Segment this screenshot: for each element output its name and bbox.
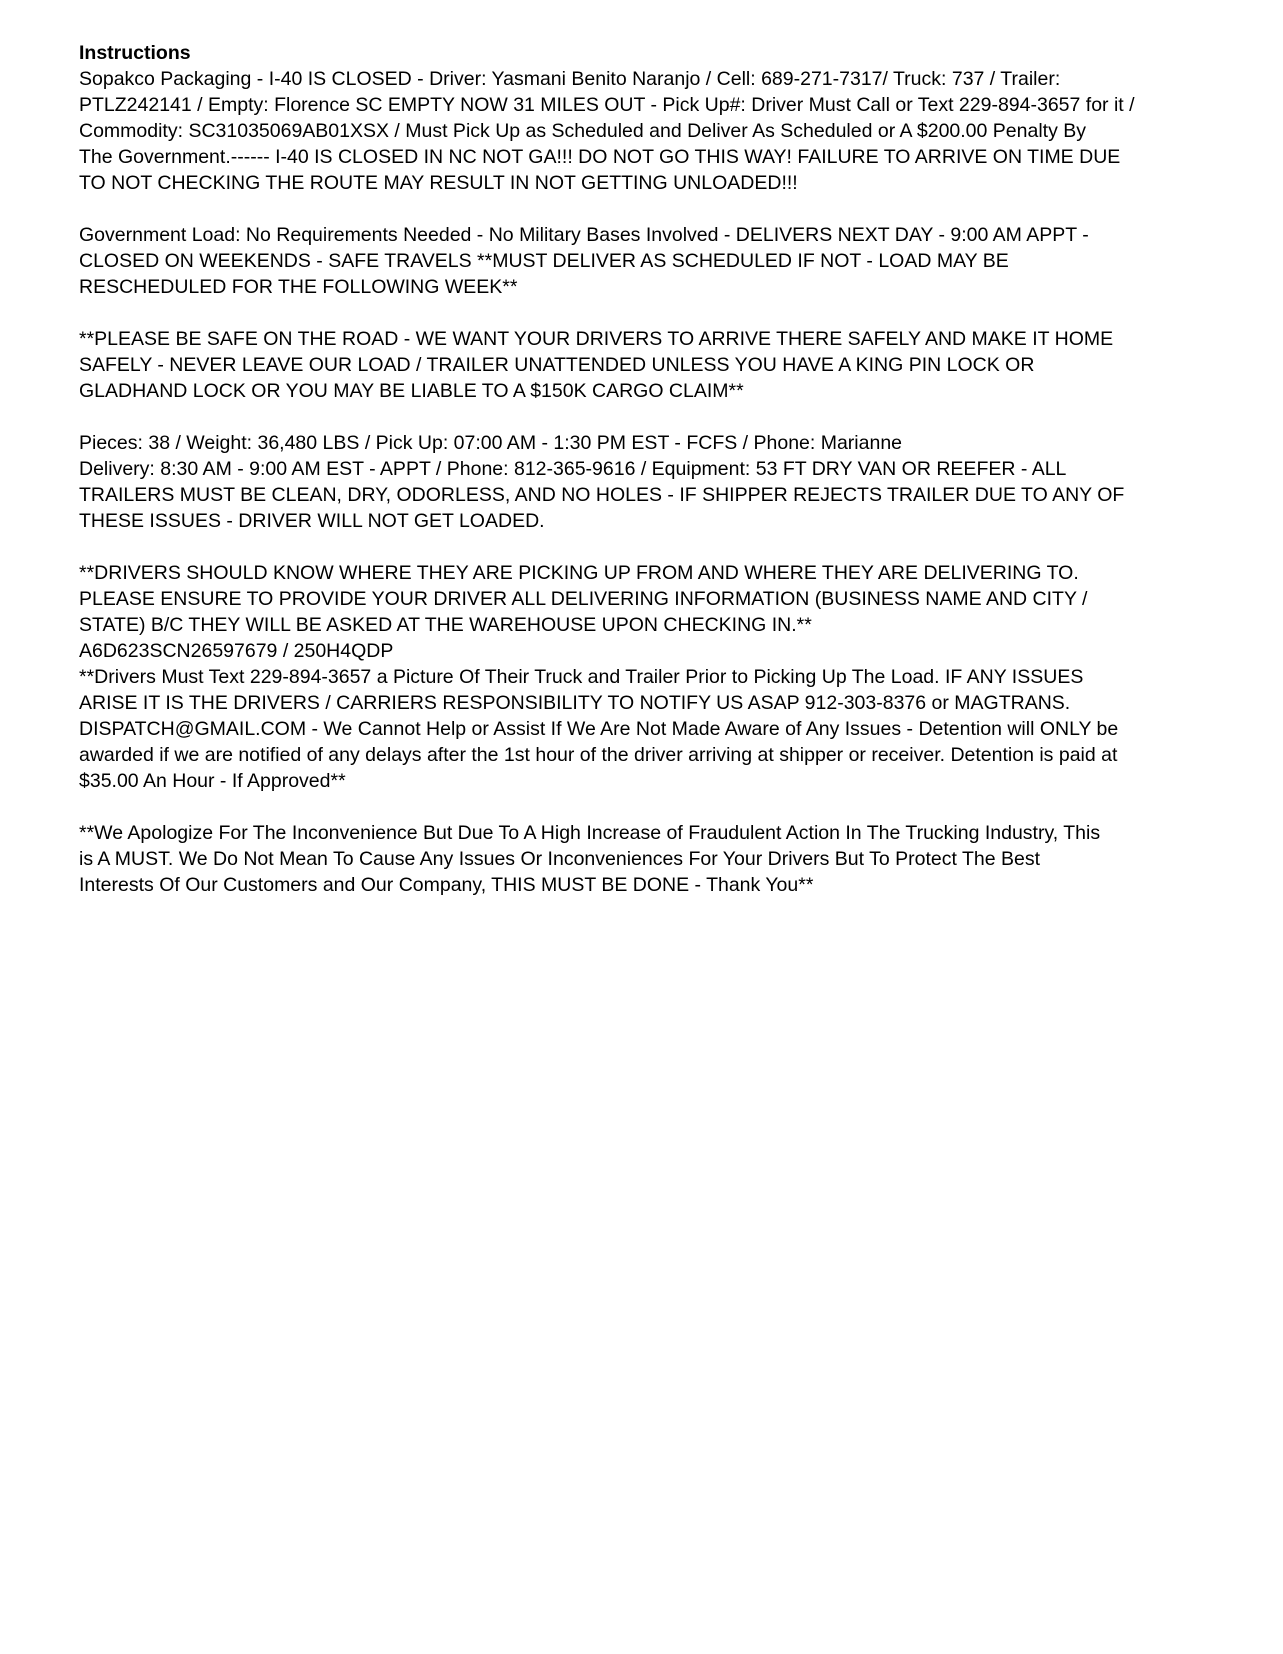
instruction-paragraph bbox=[79, 66, 1209, 196]
paragraph-line: STATE) B/C THEY WILL BE ASKED AT THE WAREHOUSE UPON CHECKING IN.** bbox=[79, 614, 812, 636]
paragraph-line: RESCHEDULED FOR THE FOLLOWING WEEK** bbox=[79, 276, 518, 298]
paragraph-line: The Government.------ I-40 IS CLOSED IN NC NOT GA!!! DO NOT GO THIS WAY! FAILURE TO ARRIVE ON TIME DUE bbox=[79, 146, 1121, 168]
paragraph-line: SAFELY - NEVER LEAVE OUR LOAD / TRAILER UNATTENDED UNLESS YOU HAVE A KING PIN LOCK OR bbox=[79, 354, 1035, 376]
paragraph-line: A6D623SCN26597679 / 250H4QDP bbox=[79, 640, 394, 662]
paragraph-spacer bbox=[79, 534, 1209, 560]
paragraph-line: awarded if we are notified of any delays after the 1st hour of the driver arriving at shipper or receiver. Detention is paid at bbox=[79, 744, 1118, 766]
paragraph-line: Pieces: 38 / Weight: 36,480 LBS / Pick Up: 07:00 AM - 1:30 PM EST - FCFS / Phone: Marianne bbox=[79, 432, 903, 454]
instructions-document bbox=[79, 40, 1209, 898]
paragraph-line: THESE ISSUES - DRIVER WILL NOT GET LOADED. bbox=[79, 510, 545, 532]
paragraph-line: DISPATCH@GMAIL.COM - We Cannot Help or Assist If We Are Not Made Aware of Any Issues - Detention will ONLY be bbox=[79, 718, 1119, 740]
paragraph-line: $35.00 An Hour - If Approved** bbox=[79, 770, 346, 792]
paragraph-spacer bbox=[79, 794, 1209, 820]
paragraph-line: Government Load: No Requirements Needed - No Military Bases Involved - DELIVERS NEXT DAY - 9:00 AM APPT - bbox=[79, 224, 1089, 246]
paragraph-line: Commodity: SC31035069AB01XSX / Must Pick Up as Scheduled and Deliver As Scheduled or A $200.00 Penalty By bbox=[79, 120, 1087, 142]
paragraph-line: TO NOT CHECKING THE ROUTE MAY RESULT IN NOT GETTING UNLOADED!!! bbox=[79, 172, 798, 194]
paragraph-line: GLADHAND LOCK OR YOU MAY BE LIABLE TO A $150K CARGO CLAIM** bbox=[79, 380, 744, 402]
paragraph-spacer bbox=[79, 196, 1209, 222]
paragraph-line: is A MUST. We Do Not Mean To Cause Any Issues Or Inconveniences For Your Drivers But To Protect The Best bbox=[79, 848, 1041, 870]
paragraph-line: **PLEASE BE SAFE ON THE ROAD - WE WANT YOUR DRIVERS TO ARRIVE THERE SAFELY AND MAKE IT HOME bbox=[79, 328, 1114, 350]
instruction-paragraph bbox=[79, 326, 1209, 404]
instruction-paragraph bbox=[79, 560, 1209, 794]
paragraph-line: Sopakco Packaging - I-40 IS CLOSED - Driver: Yasmani Benito Naranjo / Cell: 689-271-7317/ Truck: 737 / Trailer: bbox=[79, 68, 1061, 90]
paragraph-line: PLEASE ENSURE TO PROVIDE YOUR DRIVER ALL DELIVERING INFORMATION (BUSINESS NAME AND CITY / bbox=[79, 588, 1088, 610]
paragraph-line: **We Apologize For The Inconvenience But Due To A High Increase of Fraudulent Action In The Trucking Industry, This bbox=[79, 822, 1101, 844]
paragraph-spacer bbox=[79, 404, 1209, 430]
paragraph-spacer bbox=[79, 300, 1209, 326]
paragraph-line: **DRIVERS SHOULD KNOW WHERE THEY ARE PICKING UP FROM AND WHERE THEY ARE DELIVERING TO. bbox=[79, 562, 1079, 584]
instruction-paragraph bbox=[79, 222, 1209, 300]
paragraph-line: **Drivers Must Text 229-894-3657 a Picture Of Their Truck and Trailer Prior to Picking Up The Load. IF ANY ISSUES bbox=[79, 666, 1084, 688]
instruction-paragraph bbox=[79, 430, 1209, 534]
instruction-paragraph bbox=[79, 820, 1209, 898]
paragraph-line: ARISE IT IS THE DRIVERS / CARRIERS RESPONSIBILITY TO NOTIFY US ASAP 912-303-8376 or MAGTRANS. bbox=[79, 692, 1071, 714]
paragraph-line: Delivery: 8:30 AM - 9:00 AM EST - APPT / Phone: 812-365-9616 / Equipment: 53 FT DRY VAN OR REEFER - ALL bbox=[79, 458, 1067, 480]
instructions-heading: Instructions bbox=[79, 42, 191, 64]
paragraph-line: TRAILERS MUST BE CLEAN, DRY, ODORLESS, AND NO HOLES - IF SHIPPER REJECTS TRAILER DUE TO ANY OF bbox=[79, 484, 1125, 506]
paragraph-line: Interests Of Our Customers and Our Company, THIS MUST BE DONE - Thank You** bbox=[79, 874, 814, 896]
paragraph-line: PTLZ242141 / Empty: Florence SC EMPTY NOW 31 MILES OUT - Pick Up#: Driver Must Call or Text 229-894-3657 for it / bbox=[79, 94, 1135, 116]
paragraph-line: CLOSED ON WEEKENDS - SAFE TRAVELS **MUST DELIVER AS SCHEDULED IF NOT - LOAD MAY BE bbox=[79, 250, 1009, 272]
instructions-body bbox=[79, 66, 1209, 898]
